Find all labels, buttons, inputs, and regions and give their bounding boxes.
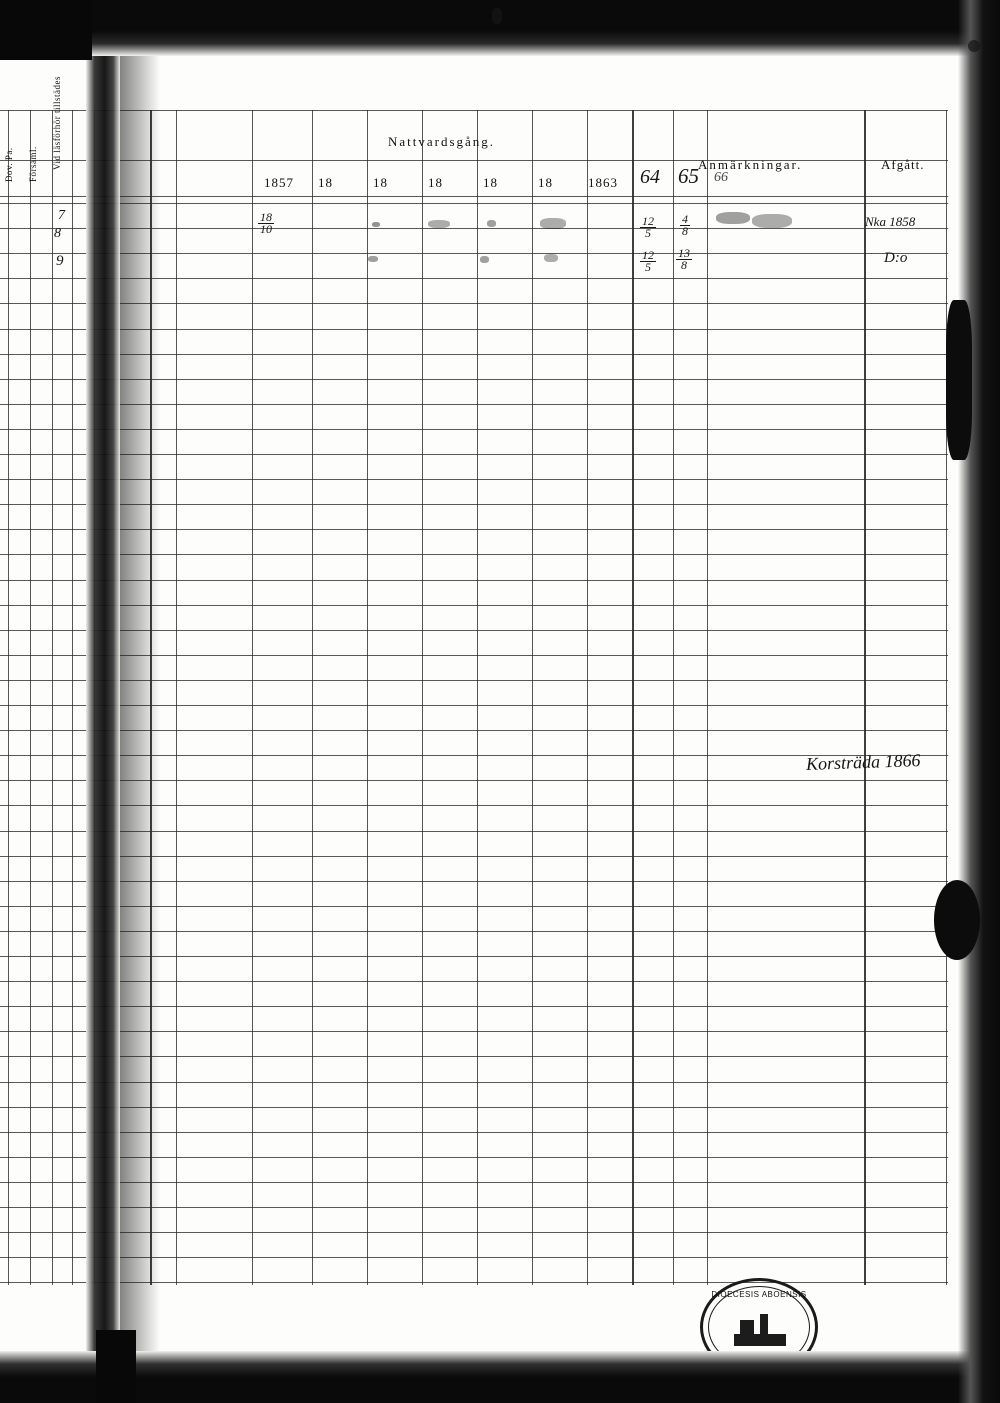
ink-smudge xyxy=(752,214,792,228)
ink-smudge xyxy=(368,256,378,262)
column-group-nattvardsgang: Nattvardsgång. xyxy=(388,134,496,149)
year-header-4: 18 xyxy=(428,175,443,190)
dust-speck xyxy=(492,8,502,24)
scan-bottom-shadow xyxy=(0,1351,1000,1403)
entry-nattvard-1857: $\frac{18}{10}$ xyxy=(260,210,272,236)
column-group-anmarkningar: Anmärkningar. xyxy=(698,157,803,172)
ink-smudge xyxy=(372,222,380,227)
church-icon xyxy=(734,1312,786,1346)
entry-col65-row2: $\frac{13}{8}$ xyxy=(678,246,690,272)
ink-smudge xyxy=(540,218,566,229)
year-header-7: 1863 xyxy=(588,175,618,190)
year-header-handwritten-66: 66 xyxy=(714,170,728,185)
ink-smudge xyxy=(716,212,750,224)
header-vid-lasforhor: Vid läsförhör tillstädes xyxy=(52,76,62,170)
entry-afgatt-row1: Nka 1858 xyxy=(865,214,916,229)
ink-smudge xyxy=(428,220,450,228)
year-header-handwritten-64: 64 xyxy=(640,166,660,188)
entry-lasforhor-2: 8 xyxy=(54,226,61,241)
year-header-1: 1857 xyxy=(264,175,294,190)
entry-col64-row2: $\frac{12}{5}$ xyxy=(642,248,654,274)
column-group-afgatt: Afgått. xyxy=(881,157,925,172)
ink-smudge xyxy=(487,220,496,227)
entry-col64-row1: $\frac{12}{5}$ xyxy=(642,214,654,240)
entry-col65-row1: $\frac{4}{8}$ xyxy=(682,212,688,238)
year-header-handwritten-65: 65 xyxy=(678,164,699,188)
header-dov-pa: Dov. Pa. xyxy=(4,147,14,182)
ink-smudge xyxy=(480,256,489,263)
entry-remarks-korstrada: Korsträda 1866 xyxy=(805,750,921,774)
dust-speck xyxy=(968,40,980,52)
entry-afgatt-row2: D:o xyxy=(884,250,908,266)
year-header-5: 18 xyxy=(483,175,498,190)
year-header-3: 18 xyxy=(373,175,388,190)
scan-edge-blob xyxy=(946,300,972,460)
year-header-2: 18 xyxy=(318,175,333,190)
gutter-gradient xyxy=(120,0,160,1403)
scan-corner-dark xyxy=(96,1330,136,1403)
header-forsaml: Församl. xyxy=(28,146,38,182)
entry-lasforhor-1: 7 xyxy=(58,208,65,223)
scan-corner-dark xyxy=(0,0,92,60)
year-header-6: 18 xyxy=(538,175,553,190)
ink-smudge xyxy=(544,254,558,262)
stamp-text-top: DIOECESIS ABOENSIS xyxy=(711,1290,807,1299)
scan-edge-blob xyxy=(934,880,980,960)
scan-right-shadow xyxy=(958,0,1000,1403)
book-gutter-shadow xyxy=(86,0,120,1403)
entry-lasforhor-3: 9 xyxy=(56,253,64,269)
